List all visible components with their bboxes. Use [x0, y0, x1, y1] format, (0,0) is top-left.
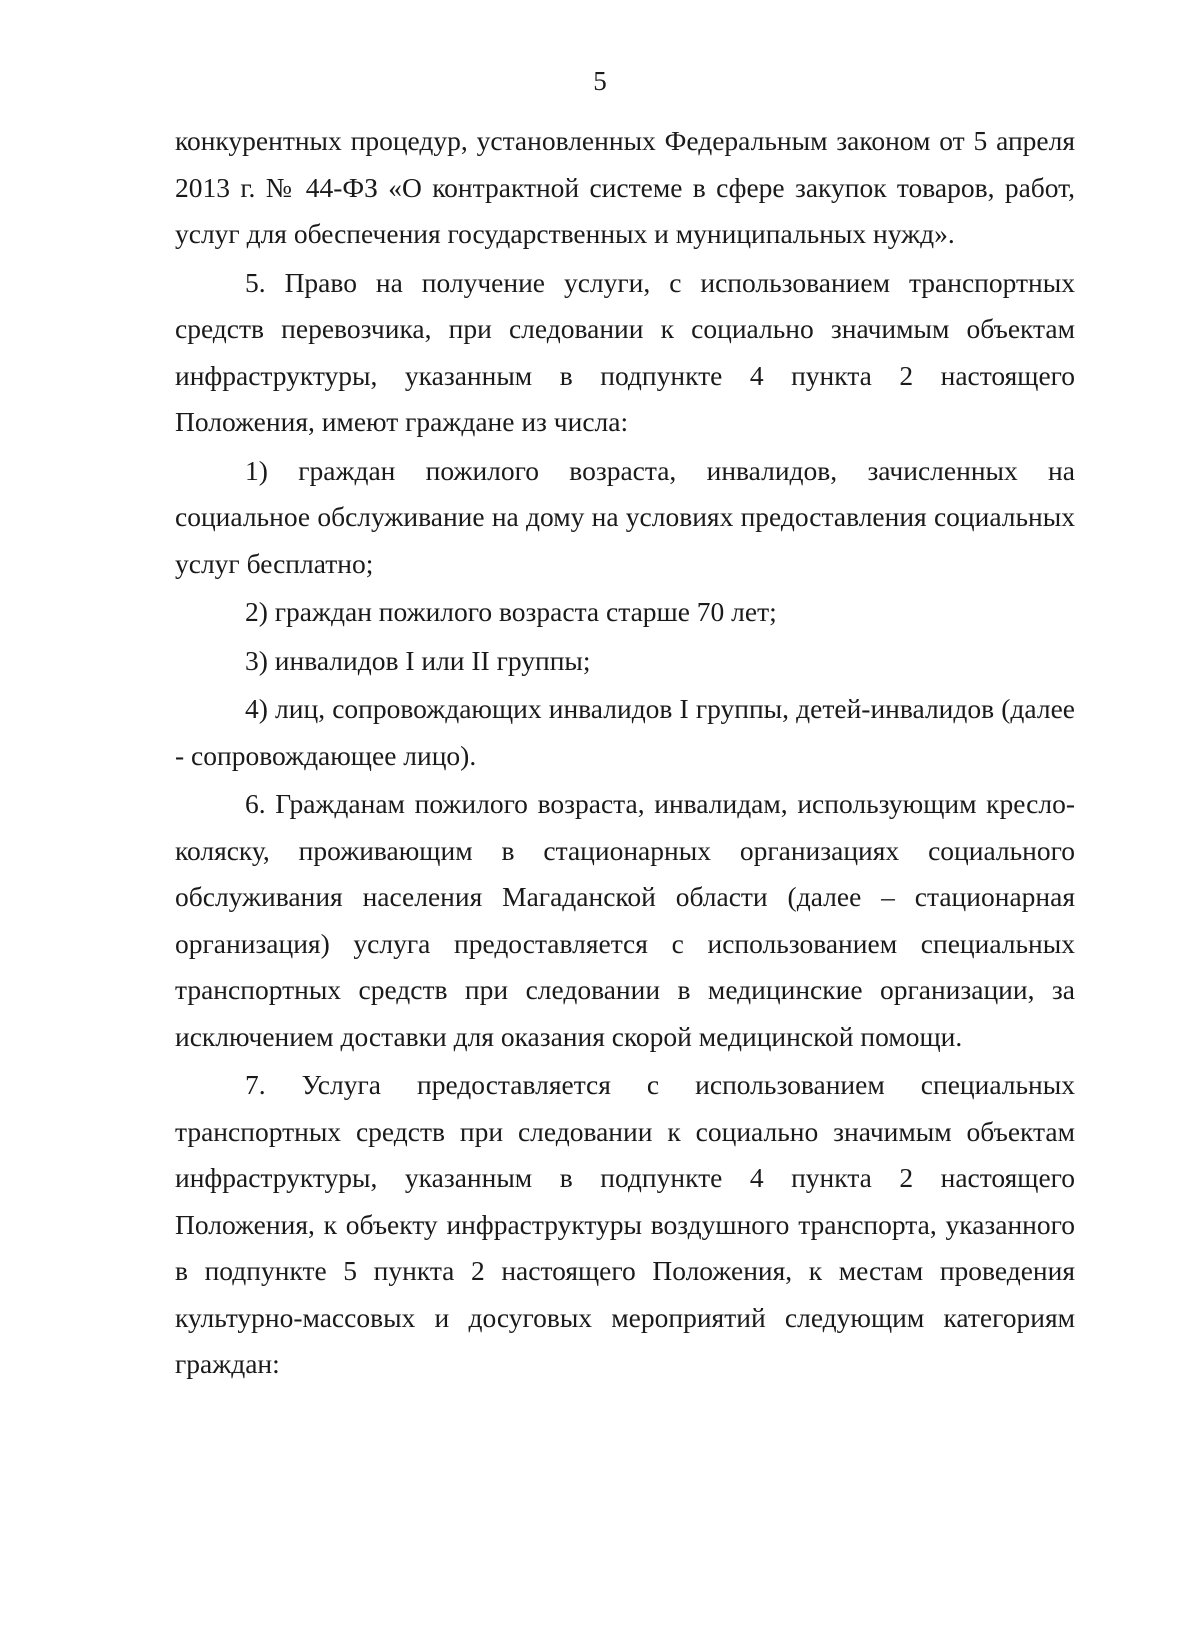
list-item-2: 2) граждан пожилого возраста старше 70 лет;	[245, 596, 777, 627]
document-body	[175, 118, 1075, 1388]
list-item-1: 1) граждан пожилого возраста, инвалидов, зачисленных на социальное обслуживание на дому на условиях предоставления социальных услуг бесплатно;	[175, 454, 1075, 579]
page-number: 5	[593, 66, 607, 96]
list-item-3: 3) инвалидов I или II группы;	[245, 644, 591, 676]
list-item-4: 4) лиц, сопровождающих инвалидов I группы, детей-инвалидов (далее - сопровождающее лицо).	[175, 693, 1075, 771]
paragraph-continuation: конкурентных процедур, установленных Федеральным законом от 5 апреля 2013 г. № 44-ФЗ «О контрактной системе в сфере закупок товаров, работ, услуг для обеспечения государственных и муниципальных нужд».	[175, 125, 1075, 249]
paragraph-item-7: 7. Услуга предоставляется с использованием специальных транспортных средств при следовании к социально значимым объектам инфраструктуры, указанным в подпункте 4 пункта 2 настоящего Положения, к объекту инфраструктуры воздушного транспорта, указанного в подпункте 5 пункта 2 настоящего Положения, к местам проведения культурно-массовых и досуговых мероприятий следующим категориям граждан:	[175, 1069, 1075, 1379]
paragraph-item-5: 5. Право на получение услуги, с использованием транспортных средств перевозчика, при следовании к социально значимым объектам инфраструктуры, указанным в подпункте 4 пункта 2 настоящего Положения, имеют граждане из числа:	[175, 266, 1075, 437]
paragraph-item-6: 6. Гражданам пожилого возраста, инвалидам, использующим кресло-коляску, проживающим в стационарных организациях социального обслуживания населения Магаданской области (далее – стационарная организация) услуга предоставляется с использованием специальных транспортных средств при следовании в медицинские организации, за исключением доставки для оказания скорой медицинской помощи.	[175, 788, 1075, 1052]
